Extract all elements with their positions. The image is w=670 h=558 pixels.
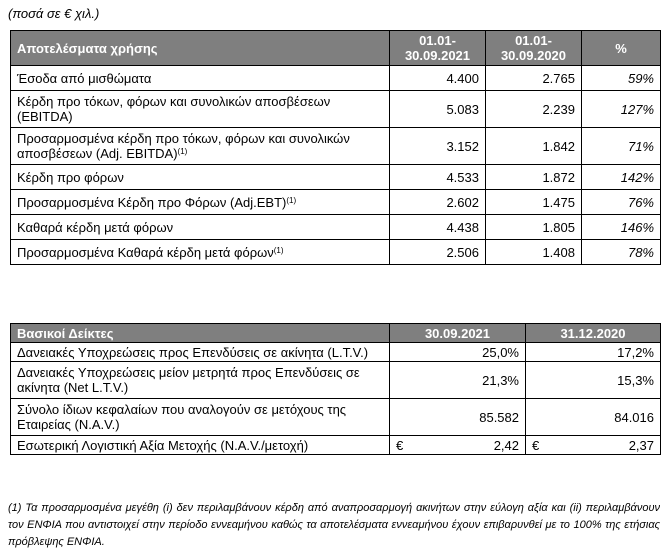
indicators-row-label: Δανειακές Υποχρεώσεις μείον μετρητά προς Επενδύσεις σε ακίνητα (Net L.T.V.) — [11, 362, 390, 399]
indicators-value-2021: 85.582 — [390, 399, 526, 436]
indicators-value-2021 — [390, 436, 526, 455]
footnote-ref: (1) — [286, 195, 297, 205]
results-header-label: Αποτελέσματα χρήσης — [11, 31, 390, 66]
indicators-value-2020 — [526, 436, 661, 455]
currency-symbol: € — [396, 437, 404, 453]
results-value-2021: 3.152 — [390, 128, 486, 165]
results-change-pct: 71% — [582, 128, 661, 165]
indicators-row — [11, 399, 661, 436]
results-table — [10, 30, 661, 265]
results-value-2021: 2.602 — [390, 190, 486, 215]
value-text: 2,37 — [628, 437, 654, 453]
row-label-text: Καθαρά κέρδη μετά φόρων — [17, 219, 174, 235]
results-value-2020: 1.872 — [486, 165, 582, 190]
results-row — [11, 165, 661, 190]
indicators-value-2020: 17,2% — [526, 343, 661, 362]
row-label-text: Κέρδη προ φόρων — [17, 169, 124, 185]
results-value-2020: 1.805 — [486, 215, 582, 240]
unit-note: (ποσά σε € χιλ.) — [8, 6, 100, 21]
results-value-2020: 1.842 — [486, 128, 582, 165]
indicators-table — [10, 323, 661, 455]
footnote-ref: (1) — [273, 245, 284, 255]
results-row-label — [11, 128, 390, 165]
indicators-row-label: Σύνολο ίδιων κεφαλαίων που αναλογούν σε μετόχους της Εταιρείας (N.A.V.) — [11, 399, 390, 436]
results-row — [11, 128, 661, 165]
currency-symbol: € — [532, 437, 540, 453]
results-header-2021: 01.01-30.09.2021 — [390, 31, 486, 66]
row-label-text: Προσαρμοσμένα κέρδη προ τόκων, φόρων και συνολικών αποσβέσεων (Adj. EBITDA) — [17, 131, 350, 161]
results-header-2020: 01.01-30.09.2020 — [486, 31, 582, 66]
results-row — [11, 91, 661, 128]
results-change-pct: 146% — [582, 215, 661, 240]
indicators-row — [11, 436, 661, 455]
row-label-text: Προσαρμοσμένα Καθαρά κέρδη μετά φόρων — [17, 244, 274, 260]
results-row-label — [11, 66, 390, 91]
value-text: 2,42 — [493, 437, 519, 453]
results-change-pct: 127% — [582, 91, 661, 128]
results-value-2020: 1.475 — [486, 190, 582, 215]
results-row — [11, 215, 661, 240]
results-value-2021: 5.083 — [390, 91, 486, 128]
results-change-pct: 78% — [582, 240, 661, 265]
results-row — [11, 66, 661, 91]
indicators-value-2020: 15,3% — [526, 362, 661, 399]
results-value-2021: 4.533 — [390, 165, 486, 190]
results-value-2021: 2.506 — [390, 240, 486, 265]
results-row-label — [11, 91, 390, 128]
indicators-row-label: Δανειακές Υποχρεώσεις προς Επενδύσεις σε ακίνητα (L.T.V.) — [11, 343, 390, 362]
results-value-2021: 4.400 — [390, 66, 486, 91]
results-value-2020: 2.765 — [486, 66, 582, 91]
indicators-row-label: Εσωτερική Λογιστική Αξία Μετοχής (N.A.V./μετοχή) — [11, 436, 390, 455]
results-row — [11, 240, 661, 265]
indicators-row — [11, 343, 661, 362]
footnote-ref: (1) — [177, 147, 188, 156]
row-label-text: Κέρδη προ τόκων, φόρων και συνολικών αποσβέσεων (EBITDA) — [17, 94, 331, 124]
footnote: (1) Τα προσαρμοσμένα μεγέθη (i) δεν περιλαμβάνουν κέρδη από αναπροσαρμογή ακινήτων στην εύλογη αξία και (ii) περιλαμβάνουν τον ΕΝΦΙΑ που αντιστοιχεί στην περίοδο εννεαμήνου καθώς τα αποτελέσματα εννεαμήνου έχουν επιβαρυνθεί με το 100% της ετήσιας πρόβλεψης ΕΝΦΙΑ. — [8, 502, 660, 548]
results-value-2020: 2.239 — [486, 91, 582, 128]
indicators-value-2020: 84.016 — [526, 399, 661, 436]
results-row — [11, 190, 661, 215]
results-row-label — [11, 190, 390, 215]
indicators-header-2020: 31.12.2020 — [526, 324, 661, 343]
indicators-value-2021: 25,0% — [390, 343, 526, 362]
results-value-2020: 1.408 — [486, 240, 582, 265]
results-row-label — [11, 165, 390, 190]
row-label-text: Έσοδα από μισθώματα — [17, 70, 152, 86]
indicators-value-2021: 21,3% — [390, 362, 526, 399]
indicators-header-row — [11, 324, 661, 343]
results-change-pct: 59% — [582, 66, 661, 91]
results-header-row — [11, 31, 661, 66]
indicators-row — [11, 362, 661, 399]
results-value-2021: 4.438 — [390, 215, 486, 240]
results-row-label — [11, 240, 390, 265]
row-label-text: Προσαρμοσμένα Κέρδη προ Φόρων (Adj.EBT) — [17, 194, 287, 210]
results-header-pct: % — [582, 31, 661, 66]
results-row-label — [11, 215, 390, 240]
indicators-header-label: Βασικοί Δείκτες — [11, 324, 390, 343]
indicators-header-2021: 30.09.2021 — [390, 324, 526, 343]
results-change-pct: 76% — [582, 190, 661, 215]
results-change-pct: 142% — [582, 165, 661, 190]
